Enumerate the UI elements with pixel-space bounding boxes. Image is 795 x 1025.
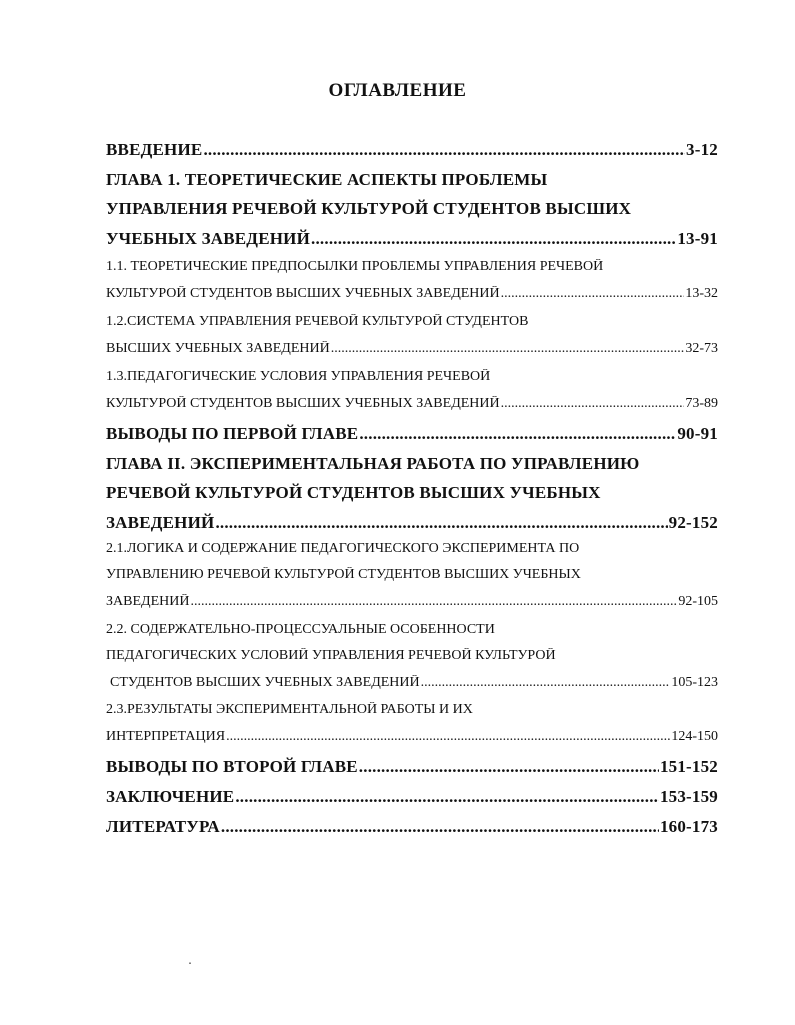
toc-entry-pages: 90-91: [677, 424, 718, 443]
toc-entry-text: ИНТЕРПРЕТАЦИЯ: [106, 729, 226, 744]
dot-leader: [215, 513, 667, 533]
toc-entry-chapter-2-conclusions[interactable]: [106, 757, 718, 777]
dot-leader: [421, 675, 671, 691]
toc-entry-references[interactable]: [106, 817, 718, 837]
toc-entry-pages: 153-159: [659, 787, 718, 806]
toc-entry-chapter-1-heading[interactable]: [106, 199, 718, 219]
toc-entry-text: 1.3.ПЕДАГОГИЧЕСКИЕ УСЛОВИЯ УПРАВЛЕНИЯ РЕЧЕВОЙ: [106, 369, 491, 384]
toc-entry-pages: 92-152: [668, 513, 718, 532]
toc-entry-section-1-1[interactable]: [106, 286, 718, 302]
toc-entry-text: ГЛАВА II. ЭКСПЕРИМЕНТАЛЬНАЯ РАБОТА ПО УПРАВЛЕНИЮ: [106, 454, 640, 473]
toc-entry-text: СТУДЕНТОВ ВЫСШИХ УЧЕБНЫХ ЗАВЕДЕНИЙ: [110, 675, 420, 690]
toc-entry-section-2-1-heading[interactable]: [106, 541, 718, 557]
toc-entry-pages: 160-173: [659, 817, 718, 836]
toc-entry-text: КУЛЬТУРОЙ СТУДЕНТОВ ВЫСШИХ УЧЕБНЫХ ЗАВЕДЕНИЙ: [106, 396, 500, 411]
dot-leader: [226, 729, 670, 745]
toc-entry-text: ВЫВОДЫ ПО ПЕРВОЙ ГЛАВЕ: [106, 424, 359, 443]
toc-entry-text: ПЕДАГОГИЧЕСКИХ УСЛОВИЙ УПРАВЛЕНИЯ РЕЧЕВОЙ КУЛЬТУРОЙ: [106, 648, 556, 663]
dot-leader: [501, 286, 685, 302]
toc-entry-section-2-1-heading[interactable]: [106, 567, 718, 583]
toc-entry-chapter-2[interactable]: [106, 513, 718, 533]
toc-entry-text: 1.2.СИСТЕМА УПРАВЛЕНИЯ РЕЧЕВОЙ КУЛЬТУРОЙ СТУДЕНТОВ: [106, 314, 529, 329]
dot-leader: [501, 396, 685, 412]
toc-entry-pages: 3-12: [686, 140, 718, 159]
toc-entry-chapter-2-heading[interactable]: [106, 454, 718, 474]
toc-entry-text: ЛИТЕРАТУРА: [106, 817, 220, 836]
scan-speck: ․: [188, 953, 193, 967]
toc-entry-pages: 151-152: [659, 757, 718, 776]
toc-entry-section-2-2[interactable]: [110, 675, 718, 691]
toc-entry-section-1-3-heading[interactable]: [106, 369, 718, 385]
dot-leader: [235, 787, 659, 807]
toc-entry-text: РЕЧЕВОЙ КУЛЬТУРОЙ СТУДЕНТОВ ВЫСШИХ УЧЕБНЫХ: [106, 483, 601, 502]
toc-entry-text: 1.1. ТЕОРЕТИЧЕСКИЕ ПРЕДПОСЫЛКИ ПРОБЛЕМЫ УПРАВЛЕНИЯ РЕЧЕВОЙ: [106, 259, 604, 274]
toc-entry-chapter-1[interactable]: [106, 229, 718, 249]
toc-entry-section-2-3-heading[interactable]: [106, 702, 718, 718]
toc-entry-section-1-2[interactable]: [106, 341, 718, 357]
toc-entry-text: ВЫСШИХ УЧЕБНЫХ ЗАВЕДЕНИЙ: [106, 341, 330, 356]
toc-entry-section-1-2-heading[interactable]: [106, 314, 718, 330]
toc-entry-text: УПРАВЛЕНИЮ РЕЧЕВОЙ КУЛЬТУРОЙ СТУДЕНТОВ ВЫСШИХ УЧЕБНЫХ: [106, 567, 581, 582]
toc-entry-section-1-3[interactable]: [106, 396, 718, 412]
toc-entry-text: ЗАВЕДЕНИЙ: [106, 594, 190, 609]
toc-entry-pages: 124-150: [671, 729, 718, 744]
toc-entry-text: УПРАВЛЕНИЯ РЕЧЕВОЙ КУЛЬТУРОЙ СТУДЕНТОВ ВЫСШИХ: [106, 199, 632, 218]
dot-leader: [359, 424, 676, 444]
toc-entry-section-2-3[interactable]: [106, 729, 718, 745]
toc-entry-conclusion[interactable]: [106, 787, 718, 807]
toc-entry-section-2-2-heading[interactable]: [106, 622, 718, 638]
toc-entry-chapter-2-heading[interactable]: [106, 483, 718, 503]
toc-entry-introduction[interactable]: [106, 140, 718, 160]
toc-entry-pages: 105-123: [671, 675, 718, 690]
toc-entry-text: ВЫВОДЫ ПО ВТОРОЙ ГЛАВЕ: [106, 757, 358, 776]
dot-leader: [203, 140, 685, 160]
dot-leader: [190, 594, 677, 610]
toc-entry-text: КУЛЬТУРОЙ СТУДЕНТОВ ВЫСШИХ УЧЕБНЫХ ЗАВЕДЕНИЙ: [106, 286, 500, 301]
dot-leader: [311, 229, 676, 249]
toc-entry-text: ГЛАВА 1. ТЕОРЕТИЧЕСКИЕ АСПЕКТЫ ПРОБЛЕМЫ: [106, 170, 548, 189]
toc-entry-text: ЗАКЛЮЧЕНИЕ: [106, 787, 235, 806]
dot-leader: [331, 341, 685, 357]
toc-entry-chapter-1-heading[interactable]: [106, 170, 718, 190]
toc-entry-pages: 73-89: [685, 396, 718, 411]
dot-leader: [359, 757, 659, 777]
page-title: ОГЛАВЛЕНИЕ: [328, 80, 467, 101]
toc-entry-text: ВВЕДЕНИЕ: [106, 140, 203, 159]
toc-entry-pages: 13-91: [677, 229, 718, 248]
dot-leader: [221, 817, 659, 837]
toc-entry-text: 2.2. СОДЕРЖАТЕЛЬНО-ПРОЦЕССУАЛЬНЫЕ ОСОБЕННОСТИ: [106, 622, 495, 637]
toc-entry-pages: 32-73: [685, 341, 718, 356]
toc-entry-section-1-1-heading[interactable]: [106, 259, 718, 275]
toc-entry-text: ЗАВЕДЕНИЙ: [106, 513, 215, 532]
toc-entry-text: 2.3.РЕЗУЛЬТАТЫ ЭКСПЕРИМЕНТАЛЬНОЙ РАБОТЫ И ИХ: [106, 702, 473, 717]
toc-entry-chapter-1-conclusions[interactable]: [106, 424, 718, 444]
toc-entry-pages: 13-32: [685, 286, 718, 301]
toc-entry-section-2-2-heading[interactable]: [106, 648, 718, 664]
toc-entry-text: УЧЕБНЫХ ЗАВЕДЕНИЙ: [106, 229, 311, 248]
toc-entry-pages: 92-105: [678, 594, 718, 609]
toc-entry-text: 2.1.ЛОГИКА И СОДЕРЖАНИЕ ПЕДАГОГИЧЕСКОГО ЭКСПЕРИМЕНТА ПО: [106, 541, 580, 556]
toc-entry-section-2-1[interactable]: [106, 594, 718, 610]
